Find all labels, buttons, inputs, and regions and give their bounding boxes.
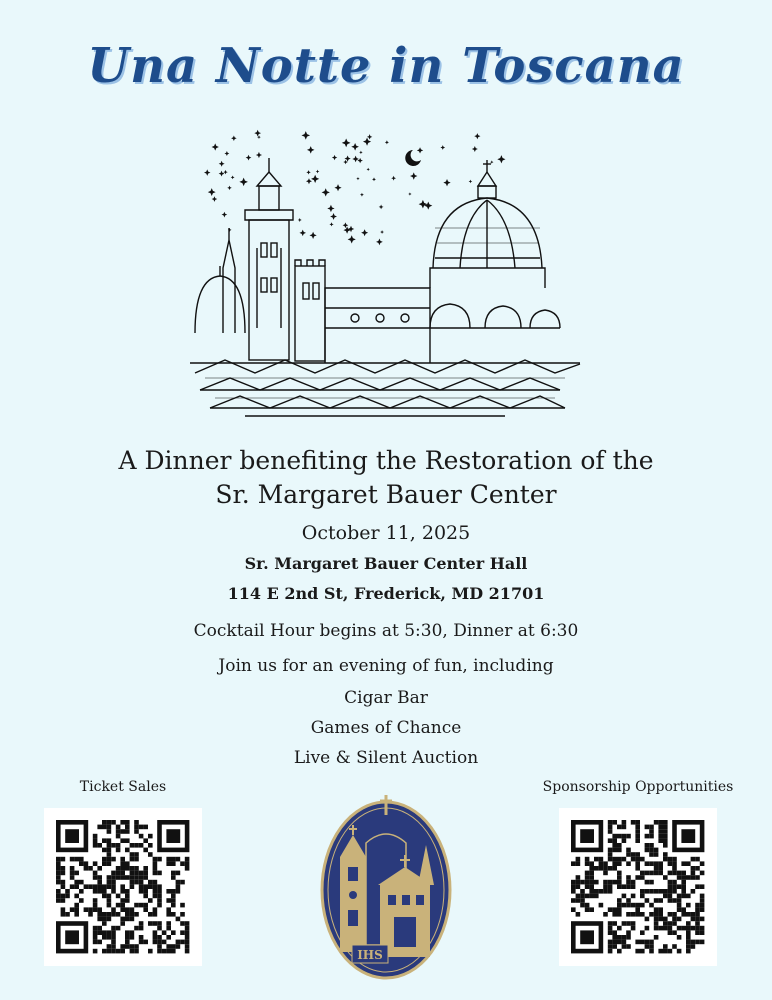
star-icon [219,161,225,167]
star-icon [376,239,383,246]
star-icon [497,155,505,163]
activity-games-of-chance: Games of Chance [310,718,462,738]
star-icon [367,134,372,139]
event-address: 114 E 2nd St, Frederick, MD 21701 [227,584,545,603]
star-icon [385,140,389,144]
star-icon [222,212,228,218]
star-icon [231,135,237,141]
star-icon [351,143,359,151]
star-icon [391,176,396,181]
star-icon [417,147,423,153]
star-icon [332,155,337,160]
star-icon [380,230,384,234]
star-icon [472,146,478,152]
star-icon [330,213,337,220]
event-venue: Sr. Margaret Bauer Center Hall [244,554,528,573]
star-icon [254,130,261,137]
star-icon [256,152,262,158]
star-icon [410,172,417,179]
headline-line-2: Sr. Margaret Bauer Center [215,480,557,509]
star-icon [311,175,319,183]
star-icon [343,222,349,228]
star-icon [408,192,411,195]
event-invite: Join us for an evening of fun, including [218,656,554,676]
star-icon [348,235,356,243]
star-icon [372,177,376,181]
star-icon [343,226,350,233]
star-icon [361,229,368,236]
star-icon [298,218,302,222]
star-icon [357,158,362,163]
star-icon [490,160,493,163]
center-seal-logo [318,795,454,980]
star-icon [301,131,310,140]
star-icon [246,155,252,161]
star-icon [352,156,359,163]
ticket-sales-label: Ticket Sales [79,779,167,795]
star-icon [474,133,480,139]
star-icon [306,178,312,184]
florence-skyline-illustration [185,128,585,423]
star-icon [334,184,341,191]
star-icon [299,230,306,237]
star-icon [419,200,428,209]
star-icon [379,205,384,210]
headline-line-1: A Dinner benefiting the Restoration of the [118,446,654,475]
star-icon [327,205,334,212]
activity-auction: Live & Silent Auction [293,748,479,768]
star-icon [316,170,320,174]
star-icon [231,175,235,179]
star-icon [348,226,354,232]
sponsorship-qr-code[interactable] [559,808,717,966]
star-icon [306,170,310,174]
star-icon [204,169,210,175]
activity-cigar-bar: Cigar Bar [344,688,428,708]
star-icon [443,179,450,186]
star-icon [212,196,218,202]
sponsorship-label: Sponsorship Opportunities [542,779,734,795]
star-icon [219,171,225,177]
ticket-sales-qr-code[interactable] [44,808,202,966]
star-icon [440,145,445,150]
star-icon [307,146,315,154]
star-icon [342,138,351,147]
star-icon [322,188,330,196]
star-icon [309,232,316,239]
star-icon [367,168,370,171]
star-icon [208,188,216,196]
star-icon [359,151,362,154]
star-icon [224,151,229,156]
crescent-moon-icon [405,150,421,166]
star-icon [227,186,232,191]
star-icon [424,202,432,210]
star-icon [239,178,248,187]
star-icon [329,222,333,226]
event-date: October 11, 2025 [301,522,471,544]
star-icon [360,193,364,197]
star-icon [212,143,219,150]
event-schedule: Cocktail Hour begins at 5:30, Dinner at 6:30 [193,621,579,641]
star-icon [356,177,359,180]
seal-monogram: IHS [357,948,383,962]
event-title: Una Notte in Toscana [87,38,685,94]
star-icon [469,180,473,184]
